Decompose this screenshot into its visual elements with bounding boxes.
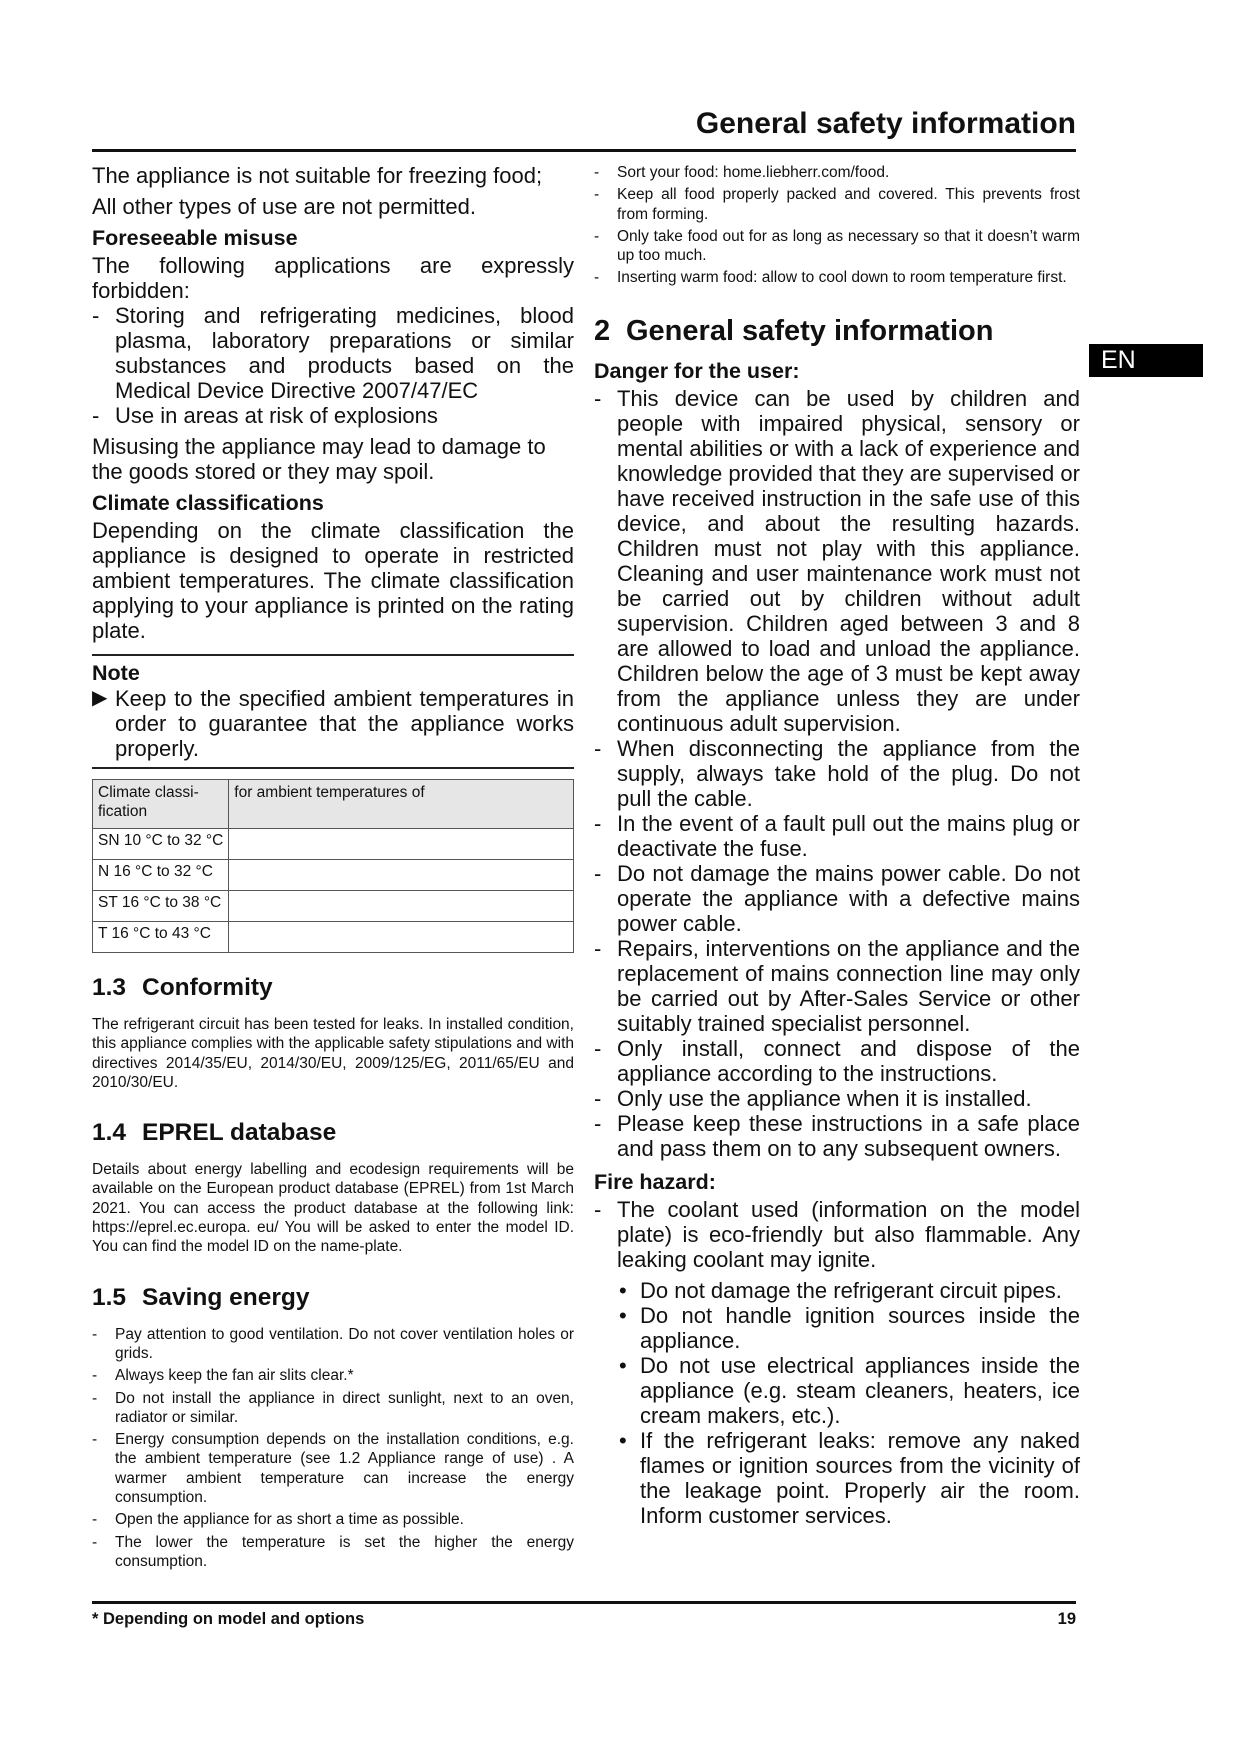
footer-note: * Depending on model and options bbox=[92, 1610, 365, 1628]
list-item: • Do not damage the refrigerant circuit pipes. bbox=[619, 1277, 1062, 1303]
table-cell bbox=[229, 860, 574, 891]
section-heading-saving-energy: 1.5 Saving energy bbox=[92, 1283, 310, 1311]
table-header-cell: for ambient temperatures of bbox=[229, 780, 574, 829]
arrow-right-icon: ▶ bbox=[92, 687, 108, 709]
list-item: - Inserting warm food: allow to cool down to room temperature first. bbox=[594, 269, 1067, 287]
page-number: 19 bbox=[1057, 1610, 1076, 1628]
list-item: - Open the appliance for as short a time as possible. bbox=[92, 1511, 464, 1529]
danger-heading: Danger for the user: bbox=[594, 358, 800, 383]
intro-line: All other types of use are not permitted. bbox=[92, 194, 476, 219]
note-title: Note bbox=[92, 661, 140, 685]
danger-list bbox=[594, 386, 1080, 1161]
list-item: - Pay attention to good ventilation. Do not cover ventilation holes or grids. bbox=[92, 1325, 574, 1362]
table-row bbox=[93, 829, 574, 860]
header-divider bbox=[92, 149, 1076, 152]
list-item: • If the refrigerant leaks: remove any naked flames or ignition sources from the vicinity of the leakage point. Properly air the room. Inform customer services. bbox=[619, 1427, 1080, 1528]
list-item: - Energy consumption depends on the installation conditions, e.g. the ambient temperature (see 1.2 Appliance range of use) . A warmer ambient temperature can increase the energy consumption. bbox=[92, 1431, 574, 1507]
intro-line: The appliance is not suitable for freezing food; bbox=[92, 163, 543, 188]
list-item: - Use in areas at risk of explosions bbox=[92, 403, 438, 428]
table-row bbox=[93, 922, 574, 953]
page-footer bbox=[92, 1608, 1076, 1630]
bullet-icon: • bbox=[619, 1352, 627, 1378]
page-title: General safety information bbox=[695, 107, 1076, 140]
footer-divider bbox=[92, 1601, 1076, 1604]
list-item: - Always keep the fan air slits clear.* bbox=[92, 1367, 354, 1385]
section-heading-conformity: 1.3 Conformity bbox=[92, 974, 273, 1001]
section-heading-eprel: 1.4 EPREL database bbox=[92, 1119, 337, 1147]
bullet-icon: • bbox=[619, 1427, 627, 1453]
table-cell bbox=[229, 829, 574, 860]
table-cell: N 16 °C to 32 °C bbox=[93, 860, 229, 891]
list-item: - Please keep these instructions in a safe place and pass them on to any subsequent owners. bbox=[594, 1110, 1080, 1161]
list-item: - Keep all food properly packed and covered. This prevents frost from forming. bbox=[594, 186, 1080, 223]
climate-text: Depending on the climate classification the appliance is designed to operate in restricted ambient temperatures. The climate classification applying to your appliance is printed on the rating plate. bbox=[92, 518, 574, 643]
table-row bbox=[93, 891, 574, 922]
food-tips-list bbox=[594, 163, 1080, 288]
list-item: - Only use the appliance when it is installed. bbox=[594, 1085, 1032, 1111]
list-item: - When disconnecting the appliance from the supply, always take hold of the plug. Do not pull the cable. bbox=[594, 735, 1080, 811]
climate-heading: Climate classifications bbox=[92, 491, 324, 515]
language-tab: EN bbox=[1089, 344, 1203, 377]
left-column bbox=[92, 163, 574, 1574]
bullet-icon: • bbox=[619, 1277, 627, 1303]
table-cell: ST 16 °C to 38 °C bbox=[93, 891, 229, 922]
table-cell bbox=[229, 891, 574, 922]
list-item: - The lower the temperature is set the higher the energy consumption. bbox=[92, 1533, 574, 1570]
table-header-row bbox=[93, 780, 574, 829]
table-cell: T 16 °C to 43 °C bbox=[93, 922, 229, 953]
list-item: - Do not damage the mains power cable. Do not operate the appliance with a defective mains power cable. bbox=[594, 860, 1080, 936]
list-item: • Do not use electrical appliances inside the appliance (e.g. steam cleaners, heaters, ice cream makers, etc.). bbox=[619, 1352, 1080, 1428]
list-item: - Storing and refrigerating medicines, blood plasma, laboratory preparations or similar substances and products based on the Medical Device Directive 2007/47/EC bbox=[92, 303, 574, 403]
conformity-text: The refrigerant circuit has been tested for leaks. In installed condition, this appliance complies with the applicable safety stipulations and with directives 2014/35/EU, 2014/30/EU, 2009/125/EG, 2011/65/EU and 2010/30/EU. bbox=[92, 1016, 574, 1091]
table-row bbox=[93, 860, 574, 891]
table-cell: SN 10 °C to 32 °C bbox=[93, 829, 229, 860]
list-item: - This device can be used by children and people with impaired physical, sensory or mental abilities or with a lack of experience and knowledge provided that they are supervised or have received instruction in the safe use of this device, and about the resulting hazards. Children must not play with this appliance. Cleaning and user maintenance work must not be carried out by children without adult supervision. Children aged between 3 and 8 are allowed to load and unload the appliance. Children below the age of 3 must be kept away from the appliance unless they are under continuous adult supervision. bbox=[594, 385, 1080, 736]
note-box bbox=[92, 654, 574, 769]
misuse-heading: Foreseeable misuse bbox=[92, 226, 298, 250]
list-item: - Repairs, interventions on the appliance and the replacement of mains connection line may only be carried out by After-Sales Service or other suitably trained specialist personnel. bbox=[594, 935, 1080, 1036]
misuse-after: Misusing the appliance may lead to damage to the goods stored or they may spoil. bbox=[92, 434, 546, 484]
list-item: - Only install, connect and dispose of the appliance according to the instructions. bbox=[594, 1035, 1080, 1086]
right-column bbox=[594, 163, 1080, 1528]
fire-hazard-bullets bbox=[594, 1278, 1080, 1528]
climate-table bbox=[92, 779, 574, 953]
page-header bbox=[92, 104, 1076, 144]
list-item: - Sort your food: home.liebherr.com/food. bbox=[594, 164, 890, 181]
list-item: - The coolant used (information on the model plate) is eco-friendly but also flammable. Any leaking coolant may ignite. bbox=[594, 1196, 1080, 1272]
eprel-text: Details about energy labelling and ecodesign requirements will be available on the European product database (EPREL) from 1st March 2021. You can access the product database at the following link: https://eprel.ec.europa. eu/ You will be asked to enter the model ID. You can find the model ID on the name-plate. bbox=[92, 1161, 574, 1256]
list-item: - In the event of a fault pull out the mains plug or deactivate the fuse. bbox=[594, 810, 1080, 861]
list-item: - Do not install the appliance in direct sunlight, next to an oven, radiator or similar. bbox=[92, 1389, 574, 1426]
table-cell bbox=[229, 922, 574, 953]
fire-hazard-heading: Fire hazard: bbox=[594, 1169, 716, 1194]
misuse-list bbox=[92, 303, 574, 428]
table-header-cell: Climate classi- fication bbox=[93, 780, 229, 829]
chapter-heading: 2 General safety information bbox=[594, 314, 994, 347]
fire-hazard-list bbox=[594, 1197, 1080, 1272]
note-item: ▶ Keep to the specified ambient temperatures in order to guarantee that the appliance works properly. bbox=[92, 686, 574, 761]
list-item: • Do not handle ignition sources inside the appliance. bbox=[619, 1302, 1080, 1353]
bullet-icon: • bbox=[619, 1302, 627, 1328]
misuse-lead: The following applications are expressly forbidden: bbox=[92, 253, 574, 303]
list-item: - Only take food out for as long as necessary so that it doesn’t warm up too much. bbox=[594, 227, 1080, 265]
saving-energy-list bbox=[92, 1325, 574, 1572]
